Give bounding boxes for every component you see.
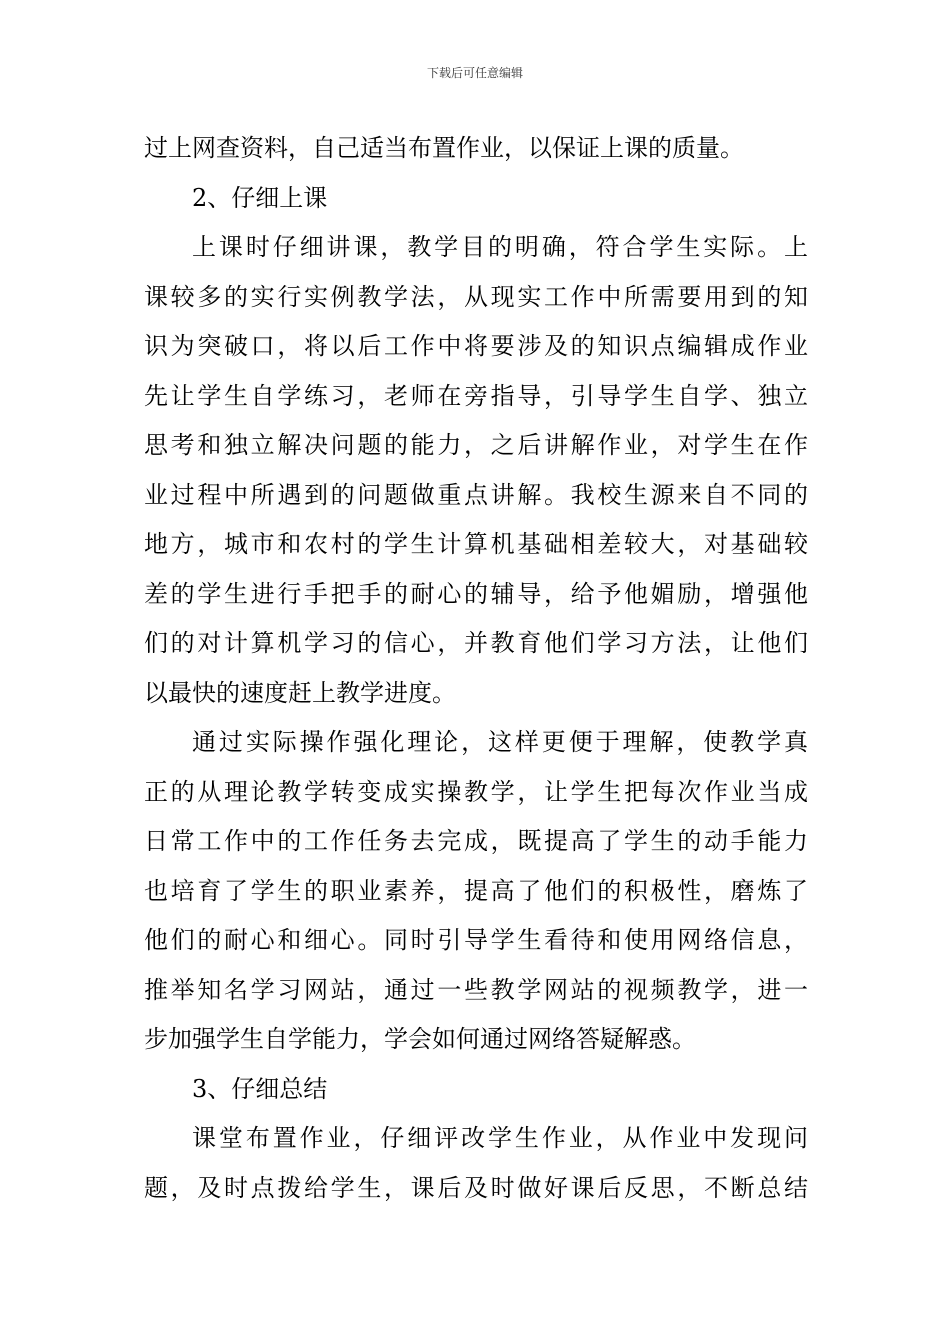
text-line: 通过实际操作强化理论，这样更便于理解，使教学真 bbox=[192, 728, 808, 756]
text-line: 课较多的实行实例教学法，从现实工作中所需要用到的知 bbox=[144, 282, 808, 311]
text-line: 题，及时点拨给学生，课后及时做好课后反思，不断总结 bbox=[144, 1173, 808, 1202]
text-line: 业过程中所遇到的问题做重点讲解。我校生源来自不同的 bbox=[144, 480, 808, 509]
text-line: 思考和独立解决问题的能力，之后讲解作业，对学生在作 bbox=[144, 431, 808, 459]
document-body bbox=[144, 124, 808, 1213]
text-line: 课堂布置作业，仔细评改学生作业，从作业中发现问 bbox=[192, 1124, 808, 1152]
page-header: 下载后可任意编辑 bbox=[426, 66, 523, 80]
text-line: 他们的耐心和细心。同时引导学生看待和使用网络信息， bbox=[144, 926, 808, 954]
text-line: 过上网查资料，自己适当布置作业，以保证上课的质量。 bbox=[144, 134, 744, 162]
text-line: 们的对计算机学习的信心，并教育他们学习方法，让他们 bbox=[144, 629, 808, 657]
text-line: 也培育了学生的职业素养，提高了他们的积极性，磨炼了 bbox=[144, 876, 808, 905]
text-line: 上课时仔细讲课，教学目的明确，符合学生实际。上 bbox=[192, 233, 808, 261]
text-line: 先让学生自学练习，老师在旁指导，引导学生自学、独立 bbox=[144, 381, 808, 410]
text-line: 正的从理论教学转变成实操教学，让学生把每次作业当成 bbox=[144, 777, 808, 806]
text-line: 差的学生进行手把手的耐心的辅导，给予他媚励，增强他 bbox=[144, 579, 808, 608]
text-line: 3、仔细总结 bbox=[192, 1074, 328, 1103]
text-line: 日常工作中的工作任务去完成，既提高了学生的动手能力 bbox=[144, 827, 808, 855]
text-line: 推举知名学习网站，通过一些教学网站的视频教学，进一 bbox=[144, 975, 808, 1004]
text-line: 地方，城市和农村的学生计算机基础相差较大，对基础较 bbox=[144, 530, 808, 558]
text-line: 2、仔细上课 bbox=[192, 183, 328, 212]
text-line: 以最快的速度赶上教学进度。 bbox=[144, 678, 456, 707]
text-line: 识为突破口，将以后工作中将要涉及的知识点编辑成作业 bbox=[144, 332, 808, 360]
text-line: 步加强学生自学能力，学会如何通过网络答疑解惑。 bbox=[144, 1025, 696, 1053]
